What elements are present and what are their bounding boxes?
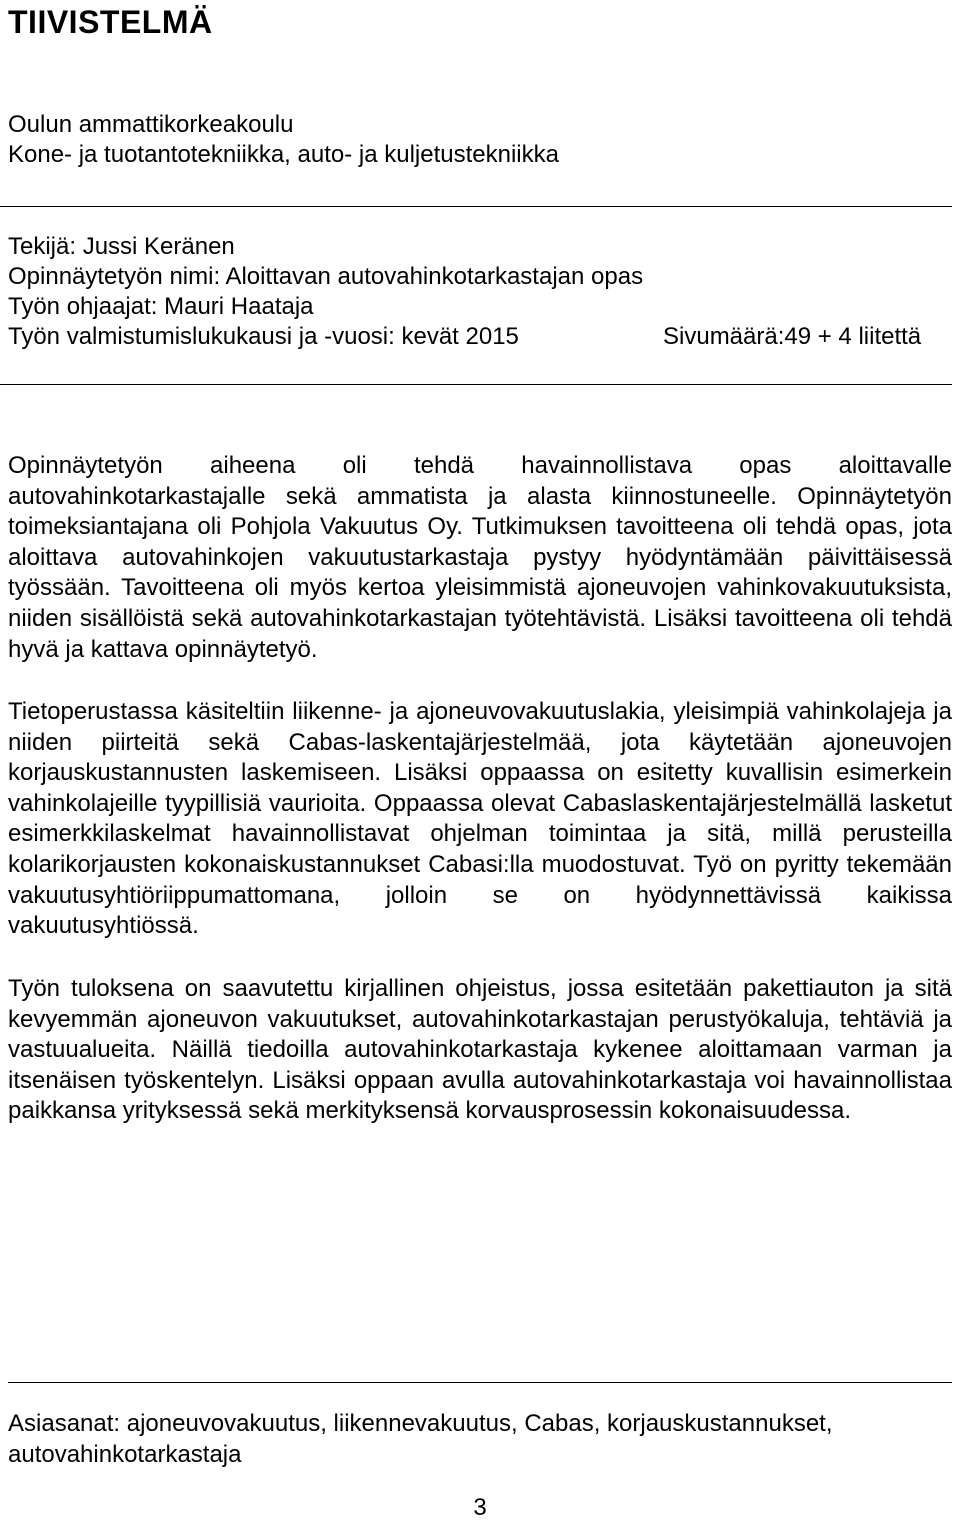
abstract-paragraph-1: Opinnäytetyön aiheena oli tehdä havainnollistava opas aloittavalle autovahinkotarkastajalle sekä ammatista ja alasta kiinnostuneelle. Opinnäytetyön toimeksiantajana oli Pohjola Vakuutus Oy. Tutkimuksen tavoitteena oli tehdä opas, jota aloittava autovahinkojen vakuutustarkastaja pystyy hyödyntämään päivittäisessä työssään. Tavoitteena oli myös kertoa yleisimmistä ajoneuvojen vahinkovakuutuksista, niiden sisällöistä sekä autovahinkotarkastajan työtehtävistä. Lisäksi tavoitteena oli tehdä hyvä ja kattava opinnäytetyö. [8, 452, 952, 663]
abstract-paragraph-3: Työn tuloksena on saavutettu kirjallinen ohjeistus, jossa esitetään pakettiauton ja sitä kevyemmän ajoneuvon vakuutukset, autovahinkotarkastajan perustyökaluja, tehtäviä ja vastuualueita. Näillä tiedoilla autovahinkotarkastaja kykenee aloittamaan varman ja itsenäisen työskentelyn. Lisäksi oppaan avulla autovahinkotarkastaja voi havainnollistaa paikkansa yrityksessä sekä merkityksensä korvausprosessin kokonaisuudessa. [8, 975, 952, 1125]
completion-semester: Työn valmistumislukukausi ja -vuosi: kevät 2015 [8, 323, 519, 350]
page-count: Sivumäärä:49 + 4 liitettä [663, 323, 922, 350]
page-number: 3 [473, 1494, 487, 1521]
keywords-divider [8, 1382, 952, 1383]
thesis-meta-block [8, 232, 950, 352]
institution-block [8, 110, 950, 170]
completion-row [8, 322, 950, 352]
thesis-name-line: Opinnäytetyön nimi: Aloittavan autovahinkotarkastajan opas [8, 263, 644, 290]
keywords: Asiasanat: ajoneuvovakuutus, liikennevakuutus, Cabas, korjauskustannukset, autovahinkotarkastaja [8, 1410, 833, 1468]
top-divider [0, 206, 952, 207]
author-line: Tekijä: Jussi Keränen [8, 233, 235, 260]
supervisors-line: Työn ohjaajat: Mauri Haataja [8, 293, 314, 320]
page-title: TIIVISTELMÄ [8, 4, 213, 40]
meta-divider [0, 384, 952, 385]
school-name: Oulun ammattikorkeakoulu [8, 111, 294, 138]
degree-program: Kone- ja tuotantotekniikka, auto- ja kuljetustekniikka [8, 141, 559, 168]
abstract-paragraph-2: Tietoperustassa käsiteltiin liikenne- ja ajoneuvovakuutuslakia, yleisimpiä vahinkolajeja ja niiden piirteitä sekä Cabas-laskentajärjestelmää, jota käytetään ajoneuvojen korjauskustannusten laskemiseen. Lisäksi oppaassa on esitetty kuvallisin esimerkein vahinkolajeille tyypillisiä vaurioita. Oppaassa olevat Cabaslaskentajärjestelmällä lasketut esimerkkilaskelmat havainnollistavat ohjelman toimintaa ja sitä, millä perusteilla kolarikorjausten kokonaiskustannukset Cabasi:lla muodostuvat. Työ on pyritty tekemään vakuutusyhtiöriippumattomana, jolloin se on hyödynnettävissä kaikissa vakuutusyhtiössä. [8, 698, 952, 940]
